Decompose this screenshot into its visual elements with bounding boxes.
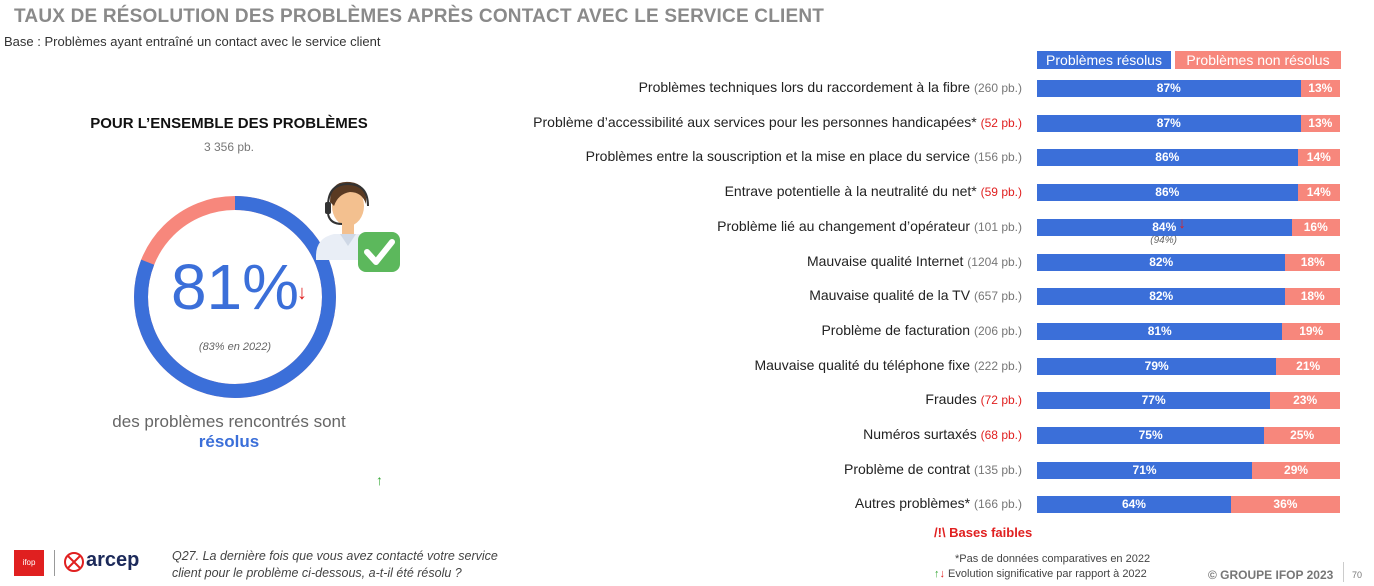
note-significant-evolution [934,568,1147,580]
note-no-comparative-data: *Pas de données comparatives en 2022 [955,553,1151,565]
row-label-text: Mauvaise qualité de la TV [809,287,971,303]
down-arrow-icon: ↓ [939,568,945,580]
row-label [844,461,1022,477]
question-text: Q27. La dernière fois que vous avez contacté votre service [172,549,498,563]
summary-caption-emphasis: résolus [198,432,260,451]
bar-segment-unresolved: 23% [1270,392,1340,409]
arcep-mark-icon [64,552,84,572]
stacked-bar [1037,219,1340,236]
bar-segment-resolved: 84% [1037,219,1292,236]
row-base: (657 pb.) [973,289,1022,303]
row-label [821,322,1022,338]
row-label-text: Problèmes techniques lors du raccordement à la fibre [638,79,971,95]
row-label-text: Mauvaise qualité Internet [806,253,964,269]
row-label [807,253,1022,269]
row-label-text: Entrave potentielle à la neutralité du net* [724,183,977,199]
row-label [863,426,1022,442]
bar-segment-unresolved: 14% [1298,184,1340,201]
stacked-bar [1037,462,1340,479]
bar-segment-resolved: 81% [1037,323,1282,340]
bar-segment-unresolved: 19% [1282,323,1340,340]
row-label-text: Fraudes [925,391,977,407]
row-label-text: Problèmes entre la souscription et la mise en place du service [585,148,971,164]
bar-segment-unresolved: 29% [1252,462,1340,479]
row-base: (101 pb.) [973,220,1022,234]
row-base: (156 pb.) [973,150,1022,164]
summary-down-arrow: ↓ [297,282,307,304]
bar-segment-resolved: 75% [1037,427,1264,444]
bar-segment-unresolved: 13% [1301,115,1340,132]
summary-value: 81% [170,251,300,323]
summary-caption: des problèmes rencontrés sont [112,412,346,431]
bar-segment-resolved: 86% [1037,149,1298,166]
stacked-bar [1037,323,1340,340]
legend-unresolved: Problèmes non résolus [1175,51,1341,69]
bar-segment-resolved: 82% [1037,288,1285,305]
customer-service-agent-icon [312,176,404,276]
row-label [809,287,1022,303]
bar-segment-resolved: 87% [1037,80,1301,97]
arcep-logo: arcep [86,549,140,571]
bar-segment-resolved: 79% [1037,358,1276,375]
row-label [855,495,1022,511]
row-label-text: Problème lié au changement d’opérateur [717,218,971,234]
stacked-bar [1037,496,1340,513]
page-number: 70 [1352,570,1363,580]
bar-segment-resolved: 71% [1037,462,1252,479]
ifop-logo: ifop [14,550,44,576]
bar-segment-resolved: 82% [1037,254,1285,271]
row-base: (72 pb.) [980,393,1022,407]
page-divider [1343,562,1344,582]
row-label [639,79,1022,95]
note-evolution-text: Evolution significative par rapport à 2022 [945,568,1147,580]
up-arrow-icon: ↑ [934,568,940,580]
up-arrow-icon: ↑ [376,472,383,488]
legend-resolved: Problèmes résolus [1037,51,1171,69]
summary-base: 3 356 pb. [203,140,255,154]
bar-segment-unresolved: 16% [1292,219,1340,236]
row-label [533,114,1022,130]
row-base: (52 pb.) [980,116,1022,130]
row-label-text: Problème d’accessibilité aux services pour les personnes handicapées* [533,114,977,130]
row-down-arrow: ↓ [1178,215,1186,232]
stacked-bar [1037,80,1340,97]
logo-divider [54,550,55,576]
stacked-bar [1037,184,1340,201]
bar-segment-unresolved: 14% [1298,149,1340,166]
bar-segment-unresolved: 18% [1285,254,1340,271]
row-previous-value: (94%) [1150,235,1177,246]
bar-segment-resolved: 87% [1037,115,1301,132]
stacked-bar [1037,427,1340,444]
row-label-text: Problème de contrat [844,461,971,477]
bar-segment-unresolved: 13% [1301,80,1340,97]
page-base: Base : Problèmes ayant entraîné un contact avec le service client [4,34,381,49]
row-base: (166 pb.) [973,497,1022,511]
bar-segment-unresolved: 25% [1264,427,1340,444]
bar-segment-resolved: 86% [1037,184,1298,201]
row-label [586,148,1022,164]
row-base: (68 pb.) [980,428,1022,442]
row-label-text: Autres problèmes* [854,495,971,511]
bar-segment-resolved: 64% [1037,496,1231,513]
stacked-bar [1037,254,1340,271]
row-label-text: Mauvaise qualité du téléphone fixe [754,357,971,373]
summary-title: POUR L’ENSEMBLE DES PROBLÈMES [90,115,368,132]
page-title: TAUX DE RÉSOLUTION DES PROBLÈMES APRÈS CONTACT AVEC LE SERVICE CLIENT [14,6,825,27]
bar-segment-unresolved: 18% [1285,288,1340,305]
stacked-bar [1037,115,1340,132]
bar-segment-unresolved: 36% [1231,496,1340,513]
row-base: (222 pb.) [973,359,1022,373]
stacked-bar [1037,358,1340,375]
summary-previous-value: (83% en 2022) [198,341,272,353]
question-text-continued: client pour le problème ci-dessous, a-t-il été résolu ? [172,566,462,580]
row-label-text: Problème de facturation [821,322,971,338]
bar-segment-unresolved: 21% [1276,358,1340,375]
stacked-bar [1037,392,1340,409]
row-label [925,391,1022,407]
row-label [717,218,1022,234]
row-base: (260 pb.) [973,81,1022,95]
row-label [754,357,1022,373]
low-bases-warning: /!\ Bases faibles [934,525,1033,540]
row-label [725,183,1022,199]
row-base: (206 pb.) [973,324,1022,338]
row-base: (1204 pb.) [967,255,1022,269]
stacked-bar [1037,288,1340,305]
row-base: (59 pb.) [980,185,1022,199]
row-label-text: Numéros surtaxés [863,426,977,442]
stacked-bar [1037,149,1340,166]
copyright: © GROUPE IFOP 2023 [1208,568,1334,582]
row-base: (135 pb.) [973,463,1022,477]
bar-segment-resolved: 77% [1037,392,1270,409]
